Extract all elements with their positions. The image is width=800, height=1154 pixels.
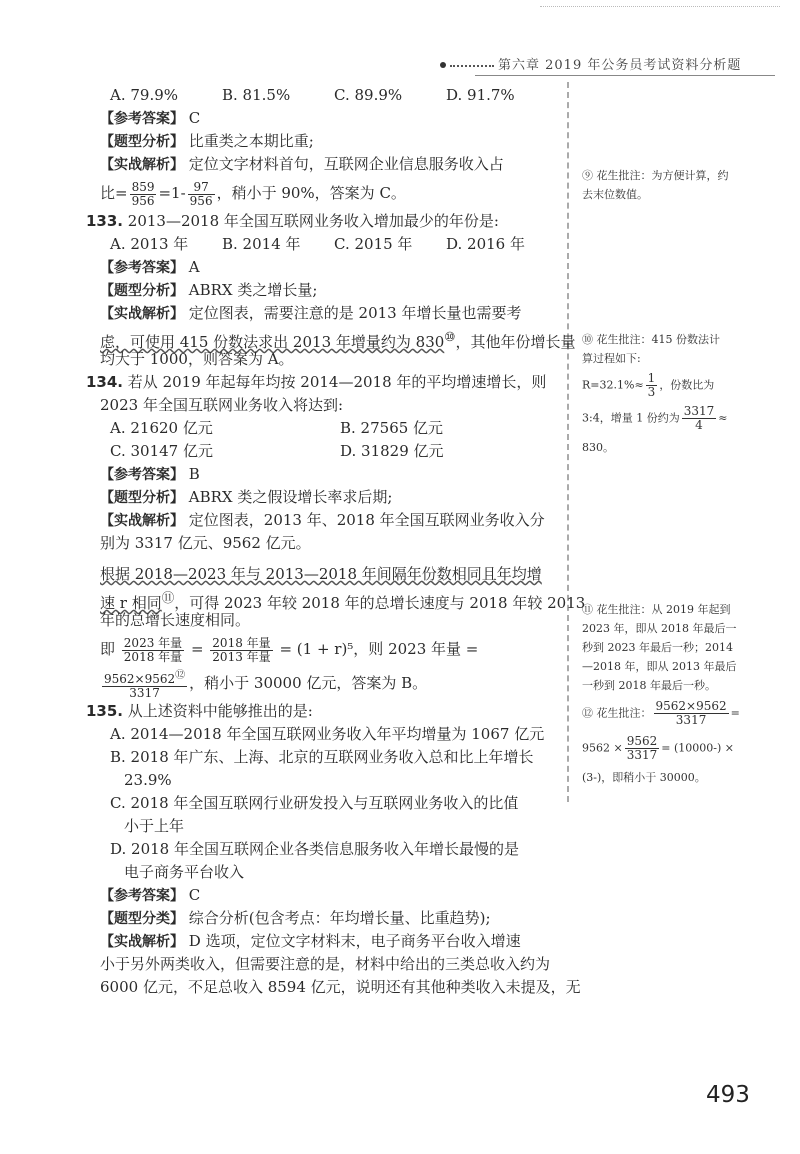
answer-value: A — [188, 258, 200, 276]
note-line — [582, 372, 772, 399]
answer-label: 【参考答案】 — [100, 260, 184, 276]
q134-analysis-line-1 — [100, 509, 562, 532]
q132-analysis-line-2 — [100, 176, 562, 210]
q132-option-d: D. 91.7% — [446, 86, 515, 104]
question-stem: 2023 年全国互联网业务收入将达到: — [100, 396, 343, 414]
note-text: = (10000-) × — [661, 741, 734, 755]
fraction — [625, 735, 660, 762]
note-text: —2018 年，即从 2013 年最后 — [582, 660, 737, 673]
header-rule — [475, 75, 775, 76]
note-text: 830。 — [582, 441, 614, 454]
analysis-text: 均大于 1000，则答案为 A。 — [100, 350, 294, 368]
note-9 — [582, 166, 772, 204]
q135-analysis-line-2: 小于另外两类收入，但需要注意的是，材料中给出的三类总收入约为 — [100, 955, 551, 973]
q133-stem — [86, 210, 562, 233]
note-text: ⑪ 花生批注：从 2019 年起到 — [582, 603, 731, 616]
equation-text: ，稍小于 30000 亿元，答案为 B。 — [189, 674, 428, 692]
q134-options-row-1 — [100, 417, 562, 440]
analysis-text: D 选项，定位文字材料末，电子商务平台收入增速 — [188, 932, 521, 950]
fraction-numerator: 859 — [131, 179, 155, 194]
q134-analysis-line-5 — [100, 609, 562, 632]
q135-stem — [86, 700, 562, 723]
analysis-text: 定位图表，需要注意的是 2013 年增长量也需要考 — [188, 304, 522, 322]
type-label: 【题型分析】 — [100, 490, 184, 506]
q132-option-a: A. 79.9% — [110, 86, 179, 104]
q133-type — [100, 279, 562, 302]
analysis-text: ，稍小于 90%，答案为 C。 — [216, 184, 406, 202]
analysis-text: 速 r 相同 — [100, 594, 162, 612]
q135-option-b-line-2: 23.9% — [124, 771, 172, 789]
top-edge-dots — [540, 6, 780, 13]
type-value: 综合分析(包含考点：年均增长量、比重趋势); — [188, 909, 491, 927]
fraction — [102, 669, 187, 700]
analysis-label: 【实战解析】 — [100, 306, 184, 322]
note-text: 一秒到 2018 年最后一秒。 — [582, 679, 716, 692]
note-text: 算过程如下: — [582, 352, 641, 365]
note-text: ⑨ 花生批注：为方便计算，约 — [582, 169, 729, 182]
answer-label: 【参考答案】 — [100, 467, 184, 483]
type-label: 【题型分类】 — [100, 911, 184, 927]
q133-analysis-line-3 — [100, 348, 562, 371]
q134-stem-line-2 — [100, 394, 562, 417]
q132-type — [100, 130, 562, 153]
q134-option-d: D. 31829 亿元 — [340, 442, 444, 460]
q134-analysis-line-3 — [100, 563, 562, 586]
analysis-text: =1- — [158, 184, 186, 202]
analysis-text: 根据 2018—2023 年与 2013—2018 年间隔年份数相同且年均增 — [100, 565, 542, 583]
q135-option-c-line-2: 小于上年 — [124, 817, 185, 835]
q134-analysis-line-4 — [100, 586, 586, 612]
q135-analysis-line-3: 6000 亿元，不足总收入 8594 亿元，说明还有其他种类收入未提及，无 — [100, 978, 581, 996]
equation-text: = (1 + r)⁵，则 2023 年量 = — [279, 640, 479, 658]
type-label: 【题型分析】 — [100, 283, 184, 299]
question-number: 134. — [86, 373, 124, 391]
note-text: 去末位数值。 — [582, 188, 648, 201]
fraction — [646, 372, 658, 399]
analysis-label: 【实战解析】 — [100, 157, 184, 173]
q134-equation-1 — [100, 632, 562, 666]
q133-option-c: C. 2015 年 — [334, 235, 413, 253]
header-dot-line — [450, 65, 494, 67]
q134-equation-2 — [100, 666, 562, 700]
note-text: ⑫ 花生批注： — [582, 706, 652, 720]
page-number: 493 — [706, 1082, 750, 1108]
fraction-numerator: 2018 年量 — [212, 635, 271, 650]
answer-value: B — [188, 465, 200, 483]
note-text: = — [730, 706, 740, 720]
note-line — [582, 700, 772, 727]
fraction-numerator: 9562×9562 — [655, 699, 727, 713]
analysis-text: 别为 3317 亿元、9562 亿元。 — [100, 534, 311, 552]
note-text: (3-)，即稍小于 30000。 — [582, 771, 706, 784]
analysis-label: 【实战解析】 — [100, 934, 184, 950]
header-bullet-icon — [440, 62, 446, 68]
q132-option-b: B. 81.5% — [222, 86, 291, 104]
footnote-marker: ⑩ — [444, 329, 456, 344]
q133-option-d: D. 2016 年 — [446, 235, 525, 253]
question-stem: 若从 2019 年起每年均按 2014—2018 年的平均增速增长，则 — [127, 373, 547, 391]
answer-value: C — [188, 109, 201, 127]
fraction-denominator: 3317 — [129, 685, 160, 700]
question-stem: 从上述资料中能够推出的是: — [127, 702, 313, 720]
question-number: 135. — [86, 702, 124, 720]
question-stem: 2013—2018 年全国互联网业务收入增加最少的年份是: — [127, 212, 499, 230]
answer-label: 【参考答案】 — [100, 888, 184, 904]
q135-option-b-line-1: B. 2018 年广东、上海、北京的互联网业务收入总和比上年增长 — [110, 748, 534, 766]
fraction-numerator — [102, 669, 187, 687]
type-value: ABRX 类之增长量; — [188, 281, 318, 299]
type-value: ABRX 类之假设增长率求后期; — [188, 488, 393, 506]
note-text: ，份数比为 — [659, 378, 715, 392]
q132-options — [100, 84, 562, 107]
fraction-denominator: 3 — [647, 385, 656, 399]
note-text: ⑩ 花生批注：415 份数法计 — [582, 333, 720, 346]
analysis-text: ，可得 2023 年较 2018 年的总增长速度与 2018 年较 2013 — [174, 594, 586, 612]
note-text: 2023 年，即从 2018 年最后一 — [582, 622, 737, 635]
numerator-text: 9562×9562 — [104, 671, 176, 686]
fraction — [130, 181, 157, 208]
q135-answer — [100, 884, 562, 907]
q134-option-c: C. 30147 亿元 — [110, 442, 213, 460]
fraction-denominator: 2013 年量 — [212, 649, 271, 664]
fraction-numerator: 3317 — [683, 404, 715, 418]
note-line — [582, 735, 772, 762]
fraction-numerator: 9562 — [626, 734, 658, 748]
footnote-marker: ⑪ — [161, 590, 175, 605]
q135-type — [100, 907, 562, 930]
question-number: 133. — [86, 212, 124, 230]
note-11 — [582, 600, 772, 695]
q133-option-b: B. 2014 年 — [222, 235, 301, 253]
fraction — [210, 637, 272, 664]
fraction-numerator: 2023 年量 — [123, 635, 183, 650]
fraction-denominator: 4 — [695, 418, 703, 432]
main-column — [86, 84, 586, 999]
fraction-denominator: 3317 — [626, 748, 658, 762]
q135-option-c-line-1: C. 2018 年全国互联网行业研发投入与互联网业务收入的比值 — [110, 794, 519, 812]
note-line — [582, 405, 772, 432]
analysis-text: ，其他年份增长量 — [455, 333, 576, 351]
fraction-denominator: 956 — [189, 193, 213, 208]
q135-option-d-line-2: 电子商务平台收入 — [124, 863, 245, 881]
note-text: 秒到 2023 年最后一秒；2014 — [582, 641, 733, 654]
fraction-numerator: 1 — [647, 371, 656, 385]
q134-stem-line-1 — [86, 371, 562, 394]
q132-option-c: C. 89.9% — [334, 86, 403, 104]
fraction-denominator: 956 — [131, 193, 155, 208]
q134-option-a: A. 21620 亿元 — [110, 419, 213, 437]
equation-text: = — [190, 640, 204, 658]
note-text: R=32.1%≈ — [582, 378, 644, 392]
answer-value: C — [188, 886, 201, 904]
q133-option-a: A. 2013 年 — [110, 235, 189, 253]
q133-analysis-line-2 — [100, 325, 576, 351]
analysis-text: 定位文字材料首句，互联网企业信息服务收入占 — [188, 155, 504, 173]
note-text: ≈ — [718, 411, 728, 425]
running-header — [440, 54, 770, 72]
q134-answer — [100, 463, 562, 486]
equation-text: 即 — [100, 640, 116, 658]
note-10 — [582, 330, 772, 457]
analysis-text: 虑，可使用 415 份数法求出 2013 年增量约为 830 — [100, 333, 445, 351]
fraction-numerator: 97 — [188, 181, 215, 195]
analysis-text: 定位图表，2013 年、2018 年全国互联网业务收入分 — [188, 511, 545, 529]
fraction — [682, 405, 717, 432]
note-12 — [582, 700, 772, 787]
note-text: 3:4，增量 1 份约为 — [582, 411, 680, 425]
q134-analysis-line-2 — [100, 532, 562, 555]
q132-answer — [100, 107, 562, 130]
analysis-text: 比= — [100, 184, 128, 202]
q135-option-d-line-1: D. 2018 年全国互联网企业各类信息服务收入年增长最慢的是 — [110, 840, 519, 858]
q134-option-b: B. 27565 亿元 — [340, 419, 444, 437]
q133-answer — [100, 256, 562, 279]
fraction — [654, 700, 729, 727]
fraction-denominator: 3317 — [675, 713, 707, 727]
q135-option-a: A. 2014—2018 年全国互联网业务收入年平均增量为 1067 亿元 — [110, 725, 545, 743]
q133-analysis-line-1 — [100, 302, 562, 325]
fraction — [188, 181, 215, 208]
type-value: 比重类之本期比重; — [188, 132, 314, 150]
analysis-label: 【实战解析】 — [100, 513, 184, 529]
note-text: 9562 × — [582, 741, 623, 755]
fraction — [122, 637, 184, 664]
header-text: 第六章 2019 年公务员考试资料分析题 — [498, 58, 742, 73]
q135-analysis-line-1 — [100, 930, 562, 953]
type-label: 【题型分析】 — [100, 134, 184, 150]
q134-type — [100, 486, 562, 509]
q134-options-row-2 — [100, 440, 562, 463]
fraction-denominator: 2018 年量 — [123, 649, 183, 664]
answer-label: 【参考答案】 — [100, 111, 184, 127]
q132-analysis-line-1 — [100, 153, 562, 176]
q133-options — [100, 233, 562, 256]
footnote-marker: ⑫ — [175, 669, 186, 681]
analysis-text: 年的总增长速度相同。 — [100, 611, 251, 629]
